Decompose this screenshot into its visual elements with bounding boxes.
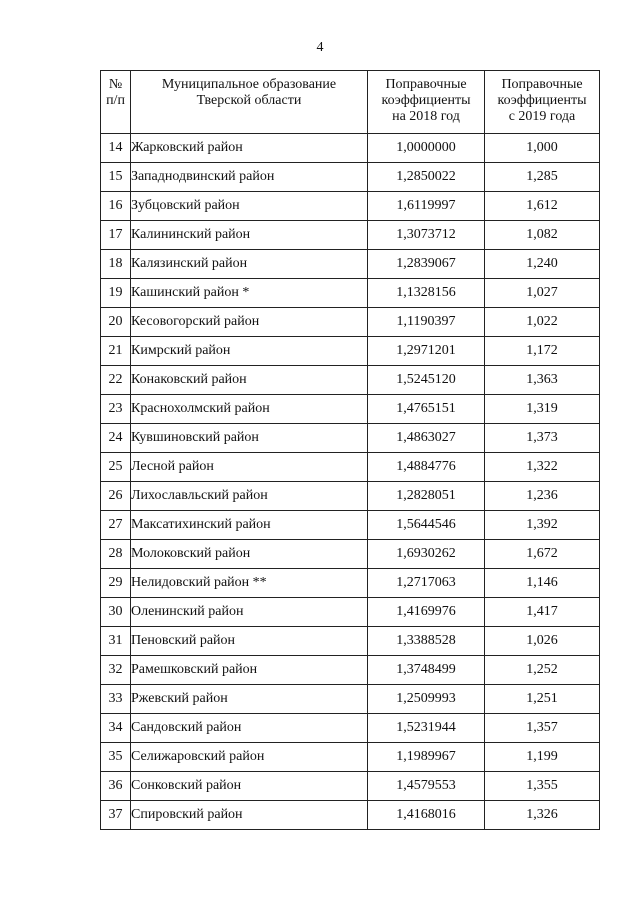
coef-2018-value: 1,2850022 [368,163,485,192]
row-number: 32 [101,656,131,685]
table-row [101,308,600,337]
municipality-name: Конаковский район [131,366,368,395]
table-row [101,453,600,482]
table-row [101,540,600,569]
municipality-name: Нелидовский район ** [131,569,368,598]
header-coef-2019-line: коэффициенты [497,93,587,108]
coef-2018-value: 1,6930262 [368,540,485,569]
table-row [101,395,600,424]
row-number: 30 [101,598,131,627]
municipality-name: Калининский район [131,221,368,250]
coef-2019-value: 1,357 [485,714,600,743]
coef-2019-value: 1,000 [485,134,600,163]
municipality-name: Сонковский район [131,772,368,801]
table-row [101,366,600,395]
coef-2018-value: 1,1989967 [368,743,485,772]
municipality-name: Кувшиновский район [131,424,368,453]
row-number: 33 [101,685,131,714]
page-number: 4 [316,40,324,55]
header-municipality [131,71,368,134]
coef-2019-value: 1,319 [485,395,600,424]
table-row [101,511,600,540]
coef-2018-value: 1,6119997 [368,192,485,221]
municipality-name: Рамешковский район [131,656,368,685]
coef-2019-value: 1,326 [485,801,600,830]
coef-2018-value: 1,4765151 [368,395,485,424]
coef-2019-value: 1,417 [485,598,600,627]
row-number: 34 [101,714,131,743]
header-municipality-line: Тверской области [196,93,302,108]
table-row [101,192,600,221]
municipality-name: Молоковский район [131,540,368,569]
row-number: 23 [101,395,131,424]
municipality-name: Калязинский район [131,250,368,279]
table-header-row [101,71,600,134]
coef-2019-value: 1,252 [485,656,600,685]
table-row [101,714,600,743]
row-number: 21 [101,337,131,366]
table-row [101,772,600,801]
coef-2019-value: 1,672 [485,540,600,569]
header-coef-2018-line: коэффициенты [381,93,471,108]
header-num-line: п/п [106,93,125,108]
coef-2019-value: 1,373 [485,424,600,453]
coef-2019-value: 1,240 [485,250,600,279]
coef-2019-value: 1,172 [485,337,600,366]
coef-2019-value: 1,363 [485,366,600,395]
coef-2018-value: 1,5644546 [368,511,485,540]
row-number: 36 [101,772,131,801]
coef-2019-value: 1,026 [485,627,600,656]
coef-2019-value: 1,199 [485,743,600,772]
table-row [101,743,600,772]
table-row [101,337,600,366]
coef-2019-value: 1,082 [485,221,600,250]
coef-2019-value: 1,022 [485,308,600,337]
coef-2018-value: 1,1190397 [368,308,485,337]
row-number: 16 [101,192,131,221]
coef-2018-value: 1,2971201 [368,337,485,366]
coef-2019-value: 1,236 [485,482,600,511]
coef-2018-value: 1,5231944 [368,714,485,743]
coef-2019-value: 1,612 [485,192,600,221]
table-row [101,569,600,598]
header-coef-2019-line: с 2019 года [508,109,576,124]
table-row [101,279,600,308]
row-number: 26 [101,482,131,511]
row-number: 20 [101,308,131,337]
municipality-name: Лесной район [131,453,368,482]
coef-2018-value: 1,4169976 [368,598,485,627]
table-row [101,250,600,279]
municipality-name: Жарковский район [131,134,368,163]
header-municipality-line: Муниципальное образование [161,77,337,92]
municipality-name: Западнодвинский район [131,163,368,192]
coef-2018-value: 1,2839067 [368,250,485,279]
coef-2018-value: 1,1328156 [368,279,485,308]
coef-2019-value: 1,355 [485,772,600,801]
table-body [101,134,600,830]
coefficients-table [100,70,600,830]
municipality-name: Максатихинский район [131,511,368,540]
table-row [101,424,600,453]
header-coef-2018 [368,71,485,134]
coef-2018-value: 1,3748499 [368,656,485,685]
municipality-name: Пеновский район [131,627,368,656]
row-number: 14 [101,134,131,163]
row-number: 27 [101,511,131,540]
coef-2019-value: 1,146 [485,569,600,598]
coef-2019-value: 1,027 [485,279,600,308]
header-num-line: № [108,77,123,92]
municipality-name: Сандовский район [131,714,368,743]
row-number: 28 [101,540,131,569]
table-row [101,163,600,192]
header-coef-2019 [485,71,600,134]
coef-2019-value: 1,322 [485,453,600,482]
table-row [101,656,600,685]
municipality-name: Кесовогорский район [131,308,368,337]
header-coef-2018-line: на 2018 год [392,109,460,124]
municipality-name: Зубцовский район [131,192,368,221]
table-row [101,482,600,511]
row-number: 25 [101,453,131,482]
coef-2018-value: 1,2717063 [368,569,485,598]
municipality-name: Оленинский район [131,598,368,627]
coef-2018-value: 1,0000000 [368,134,485,163]
table-row [101,627,600,656]
coef-2018-value: 1,4863027 [368,424,485,453]
municipality-name: Ржевский район [131,685,368,714]
row-number: 15 [101,163,131,192]
header-num [101,71,131,134]
municipality-name: Кимрский район [131,337,368,366]
municipality-name: Спировский район [131,801,368,830]
row-number: 24 [101,424,131,453]
table-row [101,221,600,250]
coef-2018-value: 1,2509993 [368,685,485,714]
row-number: 18 [101,250,131,279]
row-number: 35 [101,743,131,772]
coef-2019-value: 1,251 [485,685,600,714]
row-number: 37 [101,801,131,830]
coef-2018-value: 1,2828051 [368,482,485,511]
row-number: 31 [101,627,131,656]
coef-2019-value: 1,285 [485,163,600,192]
row-number: 29 [101,569,131,598]
header-coef-2018-line: Поправочные [385,77,467,92]
coef-2018-value: 1,4579553 [368,772,485,801]
coef-2019-value: 1,392 [485,511,600,540]
row-number: 22 [101,366,131,395]
coef-2018-value: 1,5245120 [368,366,485,395]
table-row [101,598,600,627]
municipality-name: Краснохолмский район [131,395,368,424]
header-coef-2019-line: Поправочные [501,77,583,92]
coef-2018-value: 1,4168016 [368,801,485,830]
table-row [101,134,600,163]
coef-2018-value: 1,3073712 [368,221,485,250]
row-number: 17 [101,221,131,250]
table-row [101,801,600,830]
coef-2018-value: 1,4884776 [368,453,485,482]
coef-2018-value: 1,3388528 [368,627,485,656]
municipality-name: Селижаровский район [131,743,368,772]
row-number: 19 [101,279,131,308]
municipality-name: Лихославльский район [131,482,368,511]
municipality-name: Кашинский район * [131,279,368,308]
table-row [101,685,600,714]
